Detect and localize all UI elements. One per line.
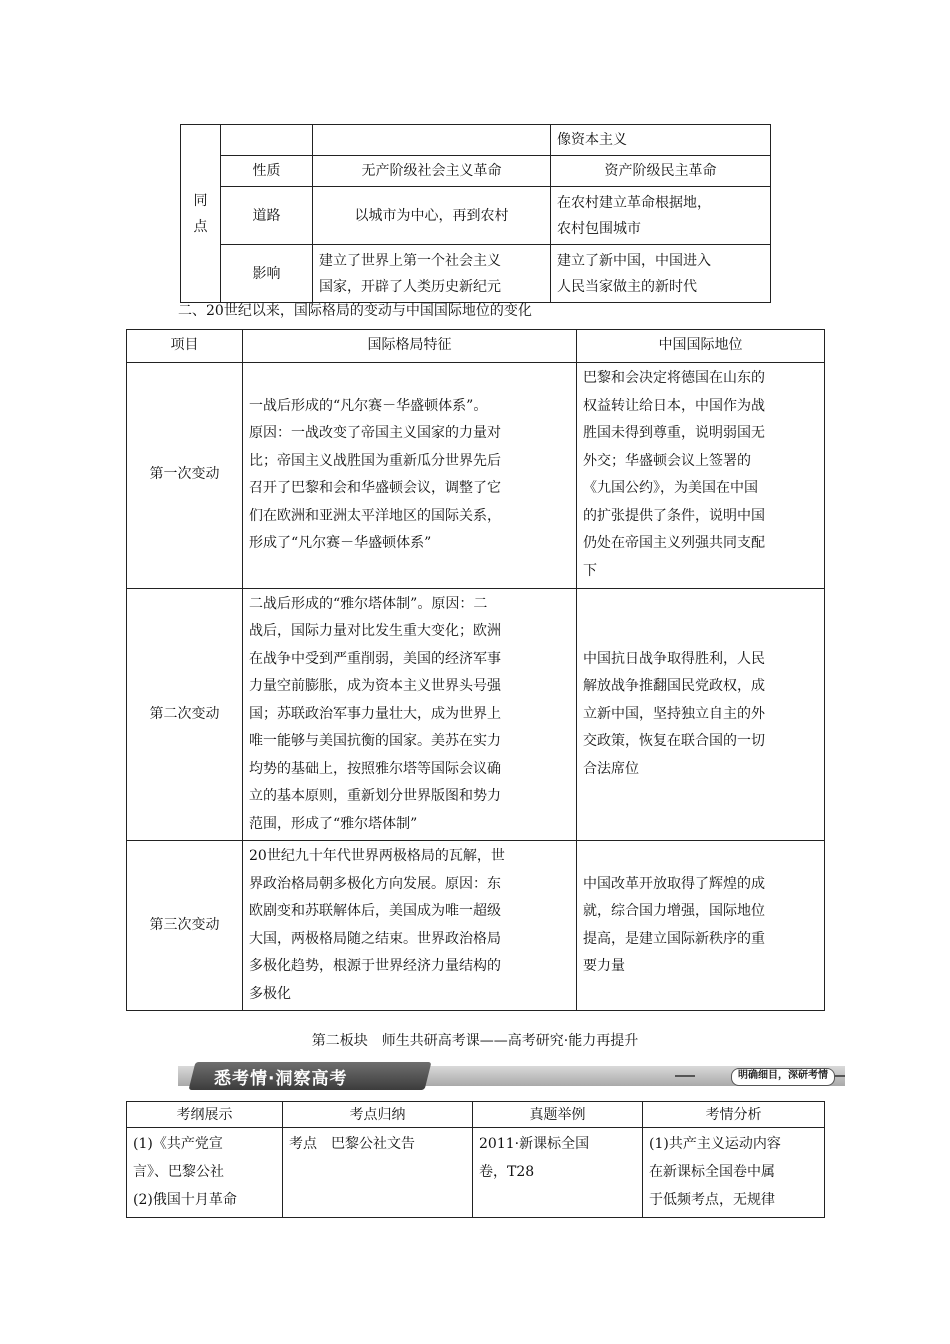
row-label: 第一次变动 bbox=[127, 362, 243, 588]
block-title: 第二板块 师生共研高考课——高考研究·能力再提升 bbox=[311, 1033, 639, 1049]
table1-cell: 像资本主义 bbox=[551, 125, 771, 156]
table-header: 项目 bbox=[127, 330, 243, 363]
table-cell-analysis: (1)共产主义运动内容 在新课标全国卷中属 于低频考点，无规律 bbox=[643, 1128, 825, 1218]
comparison-table-continued bbox=[180, 124, 771, 303]
table-header: 考情分析 bbox=[643, 1102, 825, 1128]
group-label-similarities: 同 点 bbox=[181, 125, 221, 303]
table-cell-status: 中国抗日战争取得胜利，人民 解放战争推翻国民党政权，成 立新中国，坚持独立自主的外 交政策，恢复在联合国的一切 合法席位 bbox=[577, 588, 825, 841]
table-cell-feature: 一战后形成的“凡尔赛－华盛顿体系”。 原因：一战改变了帝国主义国家的力量对 比；帝国主义战胜国为重新瓜分世界先后 召开了巴黎和会和华盛顿会议，调整了它 们在欧洲和亚洲太平洋地区的国际关系， 形成了“凡尔赛－华盛顿体系” bbox=[243, 362, 577, 588]
table-header: 中国国际地位 bbox=[577, 330, 825, 363]
table-cell-example: 2011·新课标全国 卷，T28 bbox=[473, 1128, 643, 1218]
row-label-impact: 影响 bbox=[221, 245, 313, 303]
table-header: 考纲展示 bbox=[127, 1102, 283, 1128]
banner-title: 悉考情·洞察高考 bbox=[214, 1069, 348, 1089]
banner-subtitle: 明确细目，深研考情 bbox=[731, 1068, 835, 1086]
table1-cell: 无产阶级社会主义革命 bbox=[313, 156, 551, 187]
table-cell-outline: (1)《共产党宣 言》、巴黎公社 (2)俄国十月革命 bbox=[127, 1128, 283, 1218]
table-cell-point: 考点 巴黎公社文告 bbox=[283, 1128, 473, 1218]
table-cell-status: 中国改革开放取得了辉煌的成 就，综合国力增强，国际地位 提高，是建立国际新秩序的重 要力量 bbox=[577, 841, 825, 1011]
banner-divider bbox=[675, 1075, 695, 1077]
table-cell-feature: 二战后形成的“雅尔塔体制”。原因：二 战后，国际力量对比发生重大变化；欧洲 在战争中受到严重削弱，美国的经济军事 力量空前膨胀，成为资本主义世界头号强 国；苏联政治军事力量壮大，成为世界上 唯一能够与美国抗衡的国家。美苏在实力 均势的基础上，按照雅尔塔等国际会议确 立的基本原则，重新划分世界版图和势力 范围，形成了“雅尔塔体制” bbox=[243, 588, 577, 841]
row-label-nature: 性质 bbox=[221, 156, 313, 187]
table1-cell: 以城市为中心，再到农村 bbox=[313, 187, 551, 245]
table-cell-status: 巴黎和会决定将德国在山东的 权益转让给日本，中国作为战 胜国未得到尊重，说明弱国无 外交；华盛顿会议上签署的 《九国公约》，为美国在中国 的扩张提供了条件，说明中国 仍处在帝国主义列强共同支配 下 bbox=[577, 362, 825, 588]
section-banner bbox=[178, 1062, 845, 1090]
table1-cell: 建立了新中国，中国进入 人民当家做主的新时代 bbox=[551, 245, 771, 303]
table1-cell: 建立了世界上第一个社会主义 国家，开辟了人类历史新纪元 bbox=[313, 245, 551, 303]
table1-cell: 资产阶级民主革命 bbox=[551, 156, 771, 187]
international-pattern-table bbox=[126, 329, 825, 1011]
table1-empty-cell bbox=[313, 125, 551, 156]
exam-analysis-table bbox=[126, 1101, 825, 1218]
table-header: 考点归纳 bbox=[283, 1102, 473, 1128]
section-heading: 二、20世纪以来，国际格局的变动与中国国际地位的变化 bbox=[178, 303, 532, 319]
table-header: 国际格局特征 bbox=[243, 330, 577, 363]
banner-divider bbox=[835, 1075, 845, 1077]
table1-cell: 在农村建立革命根据地， 农村包围城市 bbox=[551, 187, 771, 245]
table-header: 真题举例 bbox=[473, 1102, 643, 1128]
row-label: 第三次变动 bbox=[127, 841, 243, 1011]
row-label: 第二次变动 bbox=[127, 588, 243, 841]
table-cell-feature: 20世纪九十年代世界两极格局的瓦解，世 界政治格局朝多极化方向发展。原因：东 欧剧变和苏联解体后，美国成为唯一超级 大国，两极格局随之结束。世界政治格局 多极化趋势，根源于世界经济力量结构的 多极化 bbox=[243, 841, 577, 1011]
table1-empty-cell bbox=[221, 125, 313, 156]
row-label-path: 道路 bbox=[221, 187, 313, 245]
